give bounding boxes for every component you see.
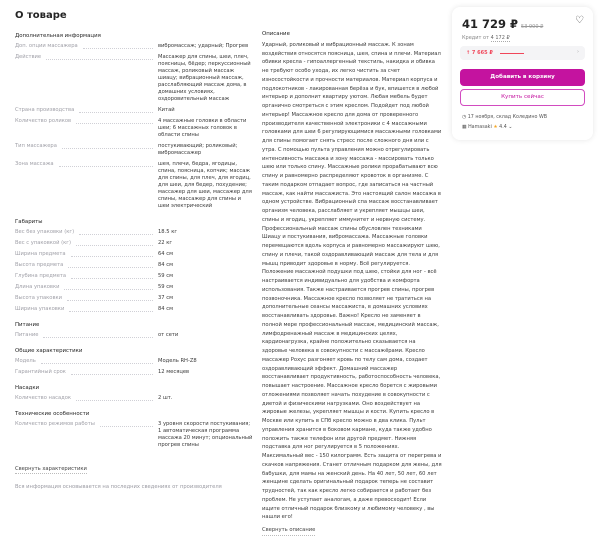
spec-row: [15, 107, 253, 114]
spec-value: вибромассаж; ударный; Прогрев: [158, 43, 249, 49]
page-title: О товаре: [15, 10, 67, 21]
spec-value: 12 месяцев: [158, 369, 190, 375]
discount-value: ↑ 7 665 ₽: [466, 50, 493, 56]
spec-row: [15, 395, 253, 402]
dotted-leader: [76, 240, 153, 246]
dotted-leader: [41, 358, 153, 364]
spec-value: 18.5 кг: [158, 229, 178, 235]
spec-label: Количество роликов: [15, 118, 72, 124]
spec-row: [15, 306, 253, 313]
spec-group: [15, 348, 253, 376]
delivery-text: 17 ноября, склад Коледино WB: [467, 115, 548, 120]
chevron-down-icon: ⌄: [508, 125, 513, 130]
spec-group-heading: Общие характеристики: [15, 348, 83, 354]
dotted-leader: [71, 369, 153, 375]
spec-label: Страна производства: [15, 107, 75, 113]
shop-icon: ▦: [462, 125, 467, 130]
spec-value: Китай: [158, 107, 175, 113]
spec-label: Длина упаковки: [15, 284, 60, 290]
spec-label: Гарантийный срок: [15, 369, 66, 375]
spec-label: Количество режимов работы: [15, 421, 95, 427]
spec-group-heading: Насадки: [15, 385, 40, 391]
spec-value: 2 шт.: [158, 395, 173, 401]
spec-value: шея, плечи, бедра, ягодицы, спина, поясница, копчик; массаж для спины, для плеч, для ягодиц, для шеи, для бедер, похудение; массажер для шеи, массажер для спины, массажер для спины и шеи электрический: [158, 161, 252, 209]
spec-group-heading: Технические особенности: [15, 411, 90, 417]
spec-label: Зона массажа: [15, 161, 54, 167]
spec-label: Доп. опции массажера: [15, 43, 78, 49]
old-price: 53 900 ₽: [521, 24, 544, 30]
spec-value: от сети: [158, 332, 179, 338]
spec-row: [15, 229, 253, 236]
spec-row: [15, 295, 253, 302]
collapse-specs-link[interactable]: Свернуть характеристики: [15, 466, 87, 472]
dotted-leader: [62, 143, 153, 149]
spec-value: 22 кг: [158, 240, 173, 246]
clock-icon: ◷: [462, 115, 467, 120]
dotted-leader: [64, 284, 153, 290]
spec-row: [15, 332, 253, 339]
dotted-leader: [79, 229, 153, 235]
spec-row: [15, 118, 253, 139]
dotted-leader: [71, 273, 153, 279]
credit-value: 4 172 ₽: [490, 35, 510, 41]
spec-value: Модель RH-Z8: [158, 358, 197, 364]
collapse-description-link[interactable]: Свернуть описание: [262, 526, 315, 536]
dotted-leader: [79, 107, 153, 113]
spec-value: 59 см: [158, 284, 174, 290]
dotted-leader: [83, 43, 153, 49]
spec-row: [15, 240, 253, 247]
spec-label: Ширина предмета: [15, 251, 66, 257]
specs-section: [15, 33, 253, 491]
spec-value: 3 уровня скорости постукивания; 1 автоматическая программа массажа 20 минут; опциональный прогрев спины: [158, 421, 253, 448]
description-text: Ударный, роликовый и вибрационный массаж. К зонам воздействия относятся поясница, шея, спина и плечи. Материал обивки кресла - гипоаллергенный текстиль, накидка и обивка не требуют особо ухода, их легко чистить за счет износостойкости и прочности материалов. Материал корпуса и подлокотников - лакированная берёза и бук, впишется в любой интерьер и дополнит квартиру уютом. Любая мебель будет органично смотреться с этим креслом. Подойдет под любой интерьер! Массажное кресло для дома от проверенного производителя качественной электроники с 4 массажными головками для шеи 6 регулирующимися массажными головками для спины помогает снять стресс после сложного дня или с утра. С помощью пульта управления можно отрегулировать интенсивность массажа и зону массажа - массировать только шею или только спину. Массажные ролики прорабатывают всю спину и равномерно распределяют кровоток в организме. С таким подарком отпадает вопрос, где записаться на частный массаж, как найти массажиста. Это настоящий салон массажа в одном устройстве. Вибрационный спа массаж восстанавливает организм человека, расслабляет и укрепляет мышцы шеи, спины и ягодиц, укрепляет иммунитет и нервную систему. Профессиональный массаж спины обусловлен техниками Шиацу и постукивания, вибромассажа. Массажные головки перемещаются вдоль корпуса и равномерно массажируют шею, спину и плечи, такой оздоравливающий массаж для тела и для мышц приводит здоровье в норму. Всё регулируется. Положение массажной подушки под шею, стойки для ног - всё настраивается индивидуально для удобства и комфорта использования. Также настраивается прогрев спины, прогрев позвоночника. Массажное кресло позволяет не тратиться на дополнительные сеансы массажиста, в домашних условиях восстанавливать здоровье. Важно! Кресло не заменяет в полной мере профессиональный массаж, медицинский массаж, лимфодренажный массаж в медицинских целях, кардионагрузка, крайне положительно сказывается на здоровье человека в совокупности с массажёрами. Кресло массажер Роxус разгоняет кровь по телу сам дома, создает оздоравливающий эффект. Домашний массажер восстанавливает продуктивность, работоспособность человека, повышает настроение. Массажное кресло борется с жировыми отложениями позволяет начать похудение в совокупности с диетой и физическими нагрузками. Оно воздействует на жировые железы, укрепляет мышцы и кости. Купить кресло в Москве или купить в СПб кресло можно в два клика. Пульт управления хранится в боковом кармане, куда также удобно положить также телефон или другой предмет. Нижняя подставка для ног регулируется в 5 положениях. Максимальный вес - 150 килограмм. Есть защита от перегрева и скачков напряжения. Станет отличным подарком для жены, для бабушки, для мамы на женский день. На 40 лет, 50 лет, 60 лет женщине сделать оригинальный подарок теперь не составит трудностей, так как кресло легко собирается и работает без проблем. Не уступает аналогам, а даже превосходит! Если ищите отличный подарок близкому и любимому человеку , вы нашли его!: [262, 41, 442, 521]
price-row: [462, 17, 570, 31]
spec-row: [15, 284, 253, 291]
add-to-cart-button[interactable]: Добавить в корзину: [460, 69, 585, 86]
credit-info[interactable]: [462, 35, 510, 41]
dotted-leader: [76, 118, 153, 124]
spec-value: постукивающий; роликовый; вибромассажер: [158, 143, 238, 156]
chevron-right-icon: ›: [577, 49, 579, 55]
dotted-leader: [43, 332, 153, 338]
buy-card: [452, 7, 593, 140]
spec-label: Действие: [15, 54, 42, 60]
spec-row: [15, 369, 253, 376]
dotted-leader: [46, 54, 153, 60]
dotted-leader: [100, 421, 153, 427]
spec-value: 37 см: [158, 295, 174, 301]
spec-value: 84 см: [158, 262, 174, 268]
spec-label: Ширина упаковки: [15, 306, 65, 312]
spec-row: [15, 161, 253, 210]
dotted-leader: [71, 251, 153, 257]
spec-group-heading: Дополнительная информация: [15, 33, 101, 39]
spec-row: [15, 54, 253, 103]
spec-row: [15, 358, 253, 365]
description-section: [262, 30, 442, 536]
spec-group: [15, 33, 253, 210]
spec-row: [15, 421, 253, 449]
dotted-leader: [69, 306, 153, 312]
dotted-leader: [59, 161, 153, 167]
seller-name[interactable]: Hamasaki: [468, 125, 492, 130]
spec-value: 4 массажные головки в области шеи; 6 массажных головок в области спины: [158, 118, 247, 138]
spec-label: Вес без упаковки (кг): [15, 229, 75, 235]
spec-label: Количество насадок: [15, 395, 72, 401]
spec-row: [15, 273, 253, 280]
spec-group: [15, 385, 253, 402]
buy-now-button[interactable]: Купить сейчас: [460, 89, 585, 106]
spec-label: Высота упаковки: [15, 295, 63, 301]
spec-group-heading: Габариты: [15, 219, 43, 225]
delivery-info: [462, 115, 547, 120]
spec-value: 59 см: [158, 273, 174, 279]
spec-row: [15, 262, 253, 269]
credit-prefix: Кредит от: [462, 35, 489, 41]
spec-label: Тип массажера: [15, 143, 57, 149]
spec-group: [15, 322, 253, 339]
spec-group: [15, 219, 253, 313]
spec-value: 84 см: [158, 306, 174, 312]
price: 41 729 ₽: [462, 17, 519, 31]
spec-label: Высота предмета: [15, 262, 64, 268]
spec-group-heading: Питание: [15, 322, 40, 328]
discount-line: [500, 53, 524, 54]
dotted-leader: [76, 395, 153, 401]
heart-icon[interactable]: ♡: [575, 15, 584, 26]
spec-group: [15, 411, 253, 449]
spec-label: Питание: [15, 332, 39, 338]
description-heading: Описание: [262, 31, 290, 37]
spec-row: [15, 43, 253, 50]
spec-label: Модель: [15, 358, 36, 364]
discount-pill[interactable]: [460, 46, 585, 60]
dotted-leader: [68, 262, 153, 268]
footnote: Вся информация основывается на последних сведениях от производителя: [15, 484, 222, 490]
spec-row: [15, 143, 253, 157]
seller-rating: 4.4: [499, 125, 507, 130]
spec-label: Вес с упаковкой (кг): [15, 240, 71, 246]
spec-label: Глубина предмета: [15, 273, 67, 279]
star-icon: ★: [493, 125, 498, 130]
seller-info[interactable]: [462, 125, 512, 130]
dotted-leader: [67, 295, 153, 301]
spec-row: [15, 251, 253, 258]
spec-value: 64 см: [158, 251, 174, 257]
spec-value: Массажер для спины, шеи, плеч, поясницы, бёдер; перкуссионный массаж, роликовый массаж шиацу; вибрационный массаж, расслабляющий массаж дома, в домашних условиях, оздоровительный массаж: [158, 54, 251, 102]
